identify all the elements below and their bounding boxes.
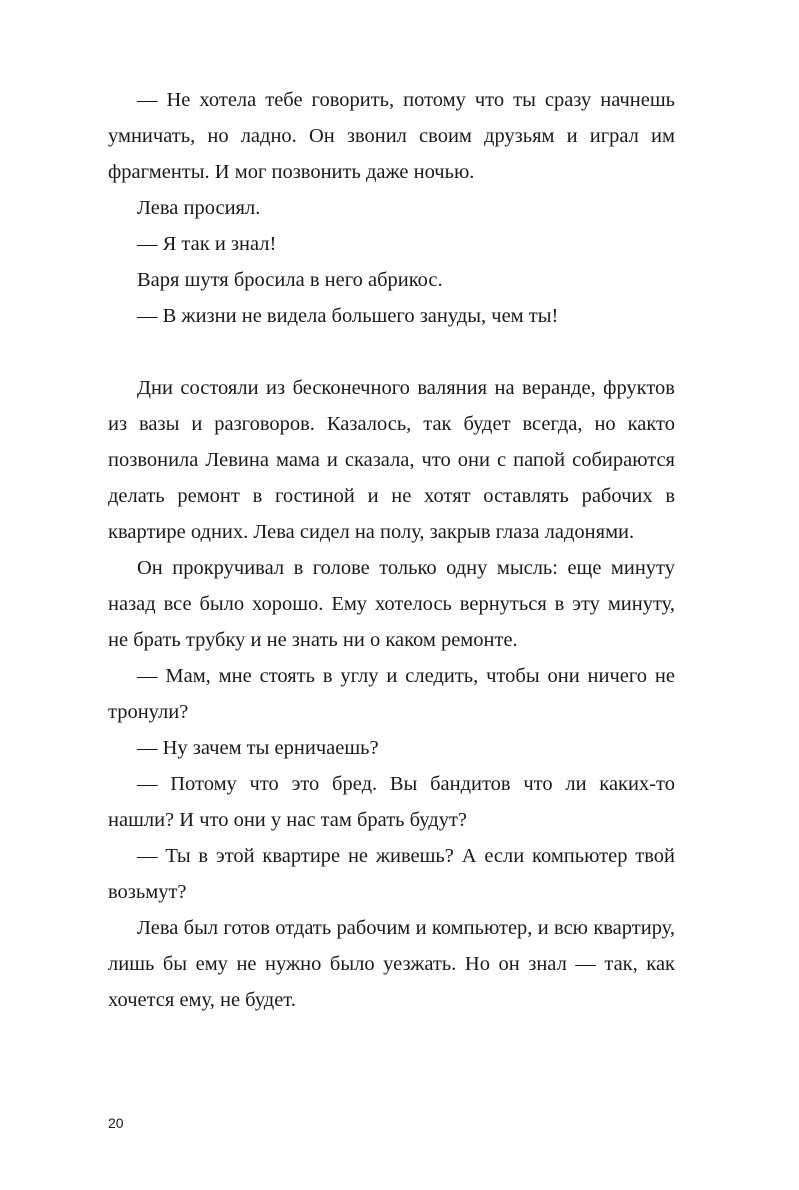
paragraph: Он прокручивал в голове только одну мысль: еще минуту назад все было хорошо. Ему хотелось вернуться в эту минуту, не брать трубку и не знать ни о каком ремонте. — [108, 557, 675, 651]
paragraph: — Потому что это бред. Вы бандитов что ли каких-то нашли? И что они у нас там брать будут? — [108, 773, 675, 831]
paragraph: — Не хотела тебе говорить, потому что ты сразу начнешь умничать, но ладно. Он звонил своим друзьям и играл им фрагменты. И мог позвонить даже ночью. — [108, 89, 675, 183]
paragraph: Дни состояли из бесконечного валяния на веранде, фруктов из вазы и разговоров. Казалось, так будет всегда, но както позвонила Левина мама и сказала, что они с папой собираются делать ремонт в гостиной и не хотят оставлять рабочих в квартире одних. Лева сидел на полу, закрыв глаза ладонями. — [108, 377, 675, 543]
text-section-1 — [108, 82, 675, 334]
text-section-2 — [108, 370, 675, 1018]
paragraph: — Я так и знал! — [137, 233, 277, 255]
paragraph: — Ну зачем ты ерничаешь? — [137, 737, 379, 759]
paragraph: Лева просиял. — [137, 197, 261, 219]
paragraph: Лева был готов отдать рабочим и компьютер, и всю квартиру, лишь бы ему не нужно было уезжать. Но он знал — так, как хочется ему, не будет. — [108, 917, 675, 1011]
page-number: 20 — [108, 1115, 124, 1131]
paragraph: — Мам, мне стоять в углу и следить, чтобы они ничего не тронули? — [108, 665, 675, 723]
paragraph: — В жизни не видела большего зануды, чем ты! — [137, 305, 559, 327]
paragraph: — Ты в этой квартире не живешь? А если компьютер твой возьмут? — [108, 845, 675, 903]
paragraph: Варя шутя бросила в него абрикос. — [137, 269, 443, 291]
